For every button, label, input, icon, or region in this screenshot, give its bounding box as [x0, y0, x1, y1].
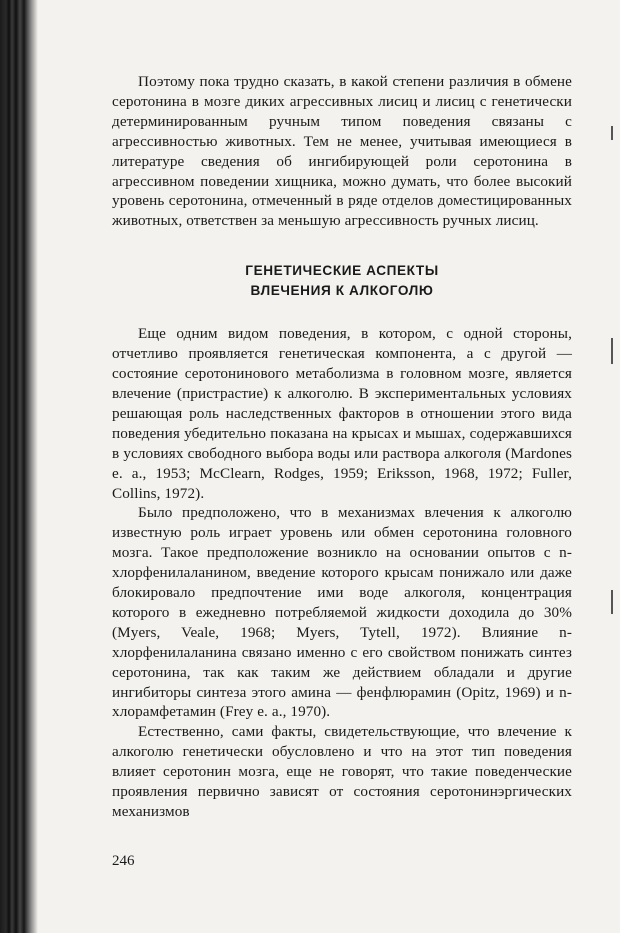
scan-edge-mark	[611, 338, 613, 364]
paragraph: Было предположено, что в механизмах влечения к алкоголю известную роль играет уровень или обмен серотонина головного мозга. Такое предположение возникло на основании опытов с n-хлорфенилаланином, введение которого крысам понижало или даже блокировало предпочтение ими воде алкоголя, концентрация которого в ежедневно потребляемой жидкости доходила до 30% (Myers, Veale, 1968; Myers, Tytell, 1972). Влияние n-хлорфенилаланина связано именно с его свойством понижать синтез серотонина, так как таким же действием обладали и другие ингибиторы синтеза этого амина — фенфлюрамин (Opitz, 1969) и n-хлорамфетамин (Frey e. a., 1970).	[112, 504, 572, 721]
paragraph: Поэтому пока трудно сказать, в какой степени различия в обмене серотонина в мозге диких агрессивных лисиц и лисиц с генетически детерминированным ручным типом поведения связаны с агрессивностью животных. Тем не менее, учитывая имеющиеся в литературе сведения об ингибирующей роли серотонина в агрессивном поведении хищника, можно думать, что более высокий уровень серотонина, отмеченный в ряде отделов доместицированных животных, ответствен за меньшую агрессивность ручных лисиц.	[112, 73, 572, 230]
scan-edge-mark	[611, 590, 613, 614]
book-binding-edge	[0, 0, 38, 933]
page-number: 246	[112, 853, 135, 869]
section-title-line: ГЕНЕТИЧЕСКИЕ АСПЕКТЫ	[245, 263, 439, 279]
scan-edge-mark	[611, 126, 613, 140]
paragraph: Еще одним видом поведения, в котором, с одной стороны, отчетливо проявляется генетическая компонента, а с другой — состояние серотонинового метаболизма в головном мозге, является влечение (пристрастие) к алкоголю. В экспериментальных условиях решающая роль наследственных факторов в отношении этого вида поведения убедительно показана на крысах и мышах, содержавшихся в условиях свободного выбора воды или раствора алкоголя (Mardones e. a., 1953; McClearn, Rodges, 1959; Eriksson, 1968, 1972; Fuller, Collins, 1972).	[112, 325, 572, 502]
paragraph: Естественно, сами факты, свидетельствующие, что влечение к алкоголю генетически обусловлено и что на этот тип поведения влияет серотонин мозга, еще не говорят, что такие поведенческие проявления первично зависят от состояния серотонинэргических механизмов	[112, 723, 572, 820]
page-body	[112, 72, 572, 822]
section-title-line: ВЛЕЧЕНИЯ К АЛКОГОЛЮ	[250, 283, 434, 299]
section-title	[112, 261, 572, 301]
